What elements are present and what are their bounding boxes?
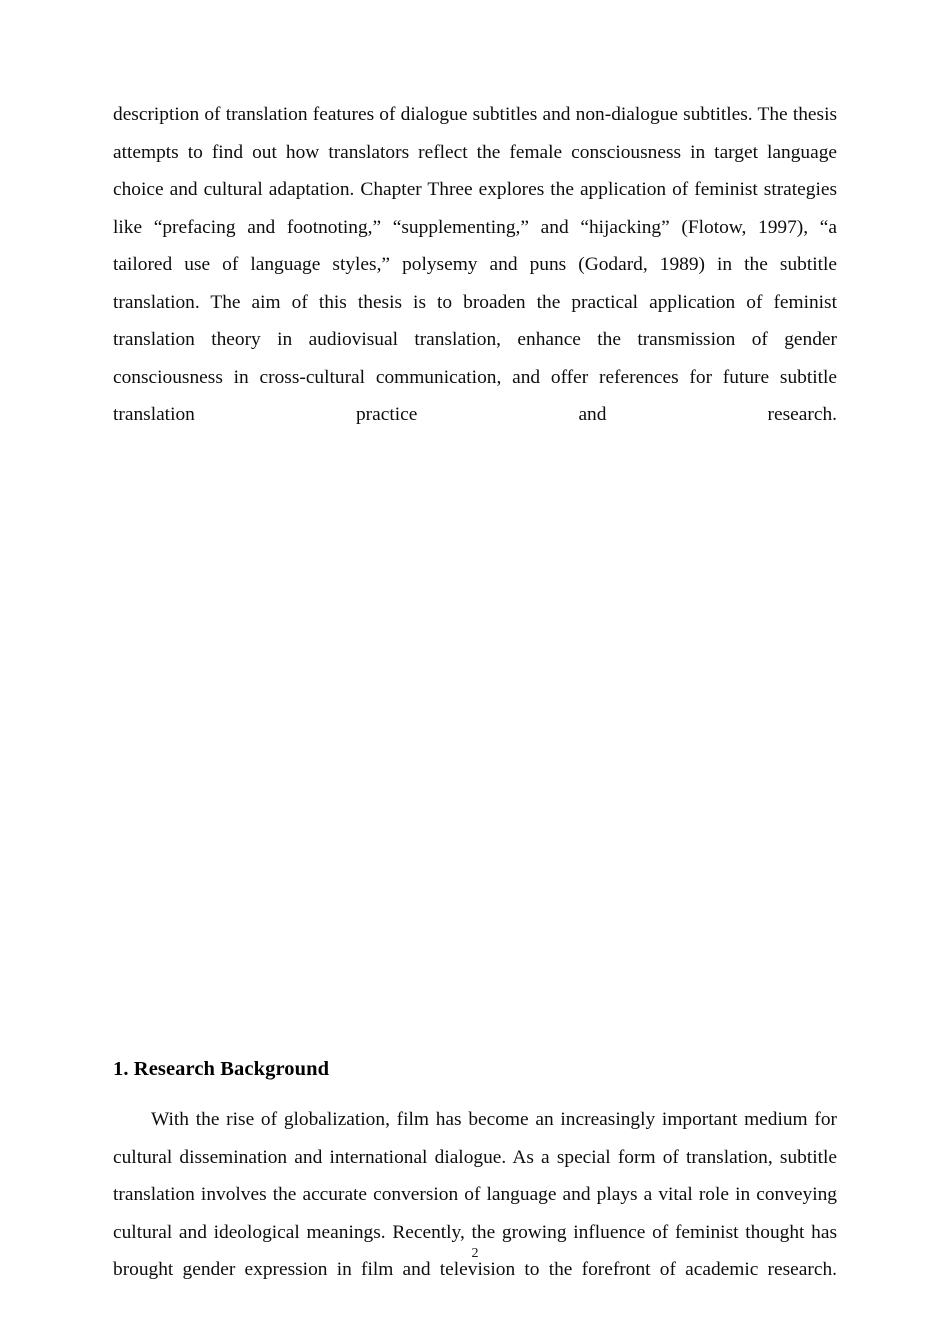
page-number: 2 (471, 1246, 479, 1261)
heading-spacer (113, 1088, 837, 1101)
text-column (113, 96, 837, 1289)
paragraph-research-background: With the rise of globalization, film has become an increasingly important medium for cultural dissemination and international dialogue. As a special form of translation, subtitle translation involves the accurate conversion of language and plays a vital role in conveying cultural and ideological meanings. Recently, the growing influence of feminist thought has brought gender expression in film and television to the forefront of academic research. (113, 1109, 837, 1280)
paragraph-continuation: description of translation features of dialogue subtitles and non-dialogue subtitles. The thesis attempts to find out how translators reflect the female consciousness in target language choice and cultural adaptation. Chapter Three explores the application of feminist strategies like “prefacing and footnoting,” “supplementing,” and “hijacking” (Flotow, 1997), “a tailored use of language styles,” polysemy and puns (Godard, 1989) in the subtitle translation. The aim of this thesis is to broaden the practical application of feminist translation theory in audiovisual translation, enhance the transmission of gender consciousness in cross-cultural communication, and offer references for future subtitle translation practice and research. (113, 104, 837, 425)
blank-space-block (113, 434, 837, 1051)
section-heading-research-background: 1. Research Background (113, 1057, 330, 1080)
